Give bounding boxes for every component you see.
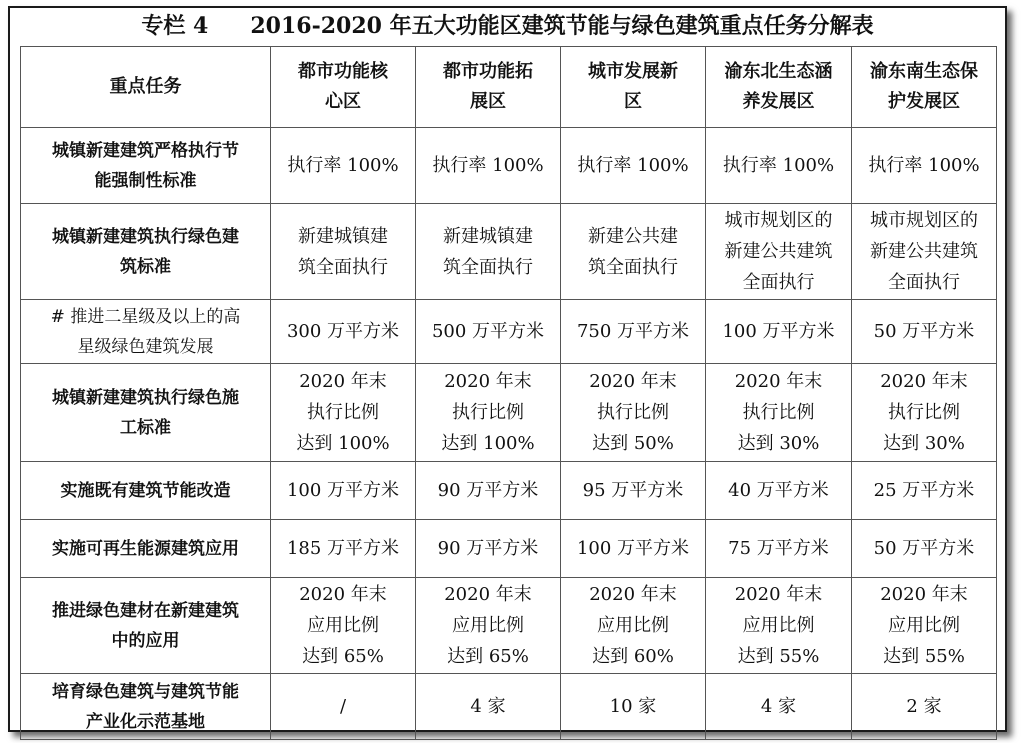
task-cell: [21, 300, 271, 364]
value-line: 全面执行: [742, 272, 815, 293]
value-line: 100 万平方米: [722, 321, 835, 342]
value-cell: [271, 462, 416, 520]
task-line: 星级绿色建筑发展: [77, 336, 214, 357]
header-line: 渝东南生态保: [870, 61, 978, 82]
value-line: 执行率 100%: [287, 155, 399, 176]
task-line: 培育绿色建筑与建筑节能: [52, 681, 239, 702]
value-line: 应用比例: [597, 615, 669, 636]
table-row: [21, 204, 997, 300]
value-line: 达到 55%: [883, 646, 965, 667]
value-cell: [852, 578, 997, 674]
value-cell: [561, 300, 706, 364]
task-line: 实施既有建筑节能改造: [60, 480, 231, 501]
value-cell: [271, 520, 416, 578]
value-line: 筑全面执行: [588, 256, 678, 278]
value-cell: [706, 128, 852, 204]
value-line: 2 家: [906, 696, 942, 717]
table-row: [21, 364, 997, 462]
value-cell: [561, 204, 706, 300]
value-line: 达到 100%: [296, 433, 390, 454]
table-row: [21, 520, 997, 578]
value-line: 500 万平方米: [431, 321, 545, 342]
value-cell: [561, 520, 706, 578]
table-title: [10, 8, 1005, 44]
value-line: 185 万平方米: [286, 538, 400, 559]
value-line: 新建城镇建: [298, 225, 388, 247]
task-line: 城镇新建建筑执行绿色建: [52, 226, 239, 247]
value-line: 100 万平方米: [286, 480, 400, 501]
value-cell: [852, 462, 997, 520]
value-line: 4 家: [470, 696, 506, 717]
value-line: 750 万平方米: [576, 321, 690, 342]
value-cell: [271, 128, 416, 204]
value-cell: [706, 300, 852, 364]
task-line: 产业化示范基地: [86, 711, 205, 732]
value-line: 达到 30%: [737, 433, 820, 454]
value-line: 新建公共建筑: [724, 241, 833, 262]
task-cell: [21, 578, 271, 674]
value-line: 100 万平方米: [576, 538, 690, 559]
value-line: 应用比例: [307, 615, 379, 636]
value-cell: [852, 204, 997, 300]
value-line: 2020 年末: [880, 584, 968, 605]
value-line: 执行比例: [742, 402, 815, 423]
header-line: 心区: [325, 91, 361, 112]
value-line: 50 万平方米: [873, 321, 975, 342]
value-cell: [271, 204, 416, 300]
value-cell: [416, 578, 561, 674]
value-cell: [561, 578, 706, 674]
table-row: [21, 578, 997, 674]
value-cell: [706, 674, 852, 740]
value-line: 2020 年末: [734, 371, 823, 392]
value-cell: [706, 578, 852, 674]
task-table: [20, 46, 997, 740]
value-cell: [561, 364, 706, 462]
header-line: 展区: [470, 91, 506, 112]
value-line: 城市规划区的: [870, 210, 978, 231]
value-line: 90 万平方米: [437, 480, 539, 501]
task-line: 筑标准: [120, 256, 171, 277]
value-line: 执行率 100%: [722, 155, 835, 176]
value-line: 城市规划区的: [724, 210, 833, 231]
header-row: [21, 47, 997, 128]
value-cell: [271, 674, 416, 740]
value-line: 新建公共建筑: [870, 241, 978, 262]
value-line: 应用比例: [742, 615, 815, 636]
value-line: 新建公共建: [588, 225, 678, 247]
header-line: 渝东北生态涵: [724, 61, 833, 82]
value-cell: [852, 300, 997, 364]
value-line: 应用比例: [888, 615, 960, 636]
header-task: 重点任务: [21, 47, 271, 128]
value-line: 新建城镇建: [443, 225, 533, 247]
value-cell: [706, 520, 852, 578]
task-cell: [21, 520, 271, 578]
value-line: 执行率 100%: [868, 155, 980, 176]
value-cell: [416, 204, 561, 300]
header-line: 城市发展新: [588, 61, 678, 82]
value-cell: [852, 364, 997, 462]
value-line: 75 万平方米: [728, 538, 829, 559]
value-line: 执行比例: [597, 402, 669, 423]
value-line: 筑全面执行: [443, 256, 533, 278]
value-line: 筑全面执行: [298, 256, 388, 278]
value-line: 95 万平方米: [582, 480, 684, 501]
value-cell: [852, 128, 997, 204]
task-cell: [21, 674, 271, 740]
value-line: 达到 55%: [737, 646, 820, 667]
header-column: [271, 47, 416, 128]
value-line: 达到 100%: [441, 433, 535, 454]
value-line: 达到 65%: [447, 646, 529, 667]
task-line: 能强制性标准: [94, 170, 197, 191]
value-line: 2020 年末: [299, 584, 387, 605]
value-cell: [271, 578, 416, 674]
table-row: [21, 674, 997, 740]
value-line: 10 家: [609, 696, 657, 717]
value-cell: [416, 674, 561, 740]
header-column: [706, 47, 852, 128]
value-cell: [416, 364, 561, 462]
value-line: 2020 年末: [444, 371, 532, 392]
task-line: 推进绿色建材在新建建筑: [52, 600, 239, 621]
value-cell: [561, 674, 706, 740]
value-line: 执行率 100%: [432, 155, 544, 176]
value-cell: [706, 462, 852, 520]
value-line: 25 万平方米: [873, 480, 975, 501]
task-line: 中的应用: [111, 630, 180, 651]
value-line: 达到 60%: [592, 646, 674, 667]
task-line: 工标准: [120, 417, 171, 438]
value-line: 90 万平方米: [437, 538, 539, 559]
value-line: 2020 年末: [299, 371, 387, 392]
header-line: 都市功能核: [298, 61, 388, 82]
value-line: 执行比例: [888, 402, 960, 423]
task-cell: [21, 128, 271, 204]
value-line: 2020 年末: [444, 584, 532, 605]
value-line: 4 家: [760, 696, 797, 717]
table-row: [21, 300, 997, 364]
value-cell: [561, 462, 706, 520]
value-cell: [706, 364, 852, 462]
value-line: 达到 65%: [302, 646, 384, 667]
value-cell: [271, 300, 416, 364]
value-line: /: [339, 696, 347, 717]
table-row: [21, 462, 997, 520]
header-column: [852, 47, 997, 128]
task-line: # 推进二星级及以上的高: [50, 306, 241, 327]
value-cell: [416, 128, 561, 204]
value-cell: [416, 300, 561, 364]
value-line: 300 万平方米: [286, 321, 400, 342]
value-cell: [271, 364, 416, 462]
value-line: 40 万平方米: [728, 480, 829, 501]
header-line: 区: [624, 91, 642, 112]
value-line: 全面执行: [888, 272, 960, 293]
value-cell: [561, 128, 706, 204]
task-cell: [21, 462, 271, 520]
column-label: 专栏 4: [141, 13, 209, 39]
task-line: 实施可再生能源建筑应用: [52, 538, 239, 559]
header-line: 养发展区: [742, 91, 815, 112]
task-line: 城镇新建建筑严格执行节: [52, 140, 239, 161]
title-text: 2016-2020 年五大功能区建筑节能与绿色建筑重点任务分解表: [250, 13, 874, 39]
table-row: [21, 128, 997, 204]
value-line: 2020 年末: [880, 371, 968, 392]
header-column: [561, 47, 706, 128]
task-cell: [21, 364, 271, 462]
value-cell: [416, 462, 561, 520]
header-line: 都市功能拓: [443, 61, 533, 82]
value-cell: [852, 520, 997, 578]
document-frame: [8, 6, 1007, 732]
value-line: 2020 年末: [734, 584, 823, 605]
value-line: 达到 30%: [883, 433, 965, 454]
value-line: 50 万平方米: [873, 538, 975, 559]
value-line: 2020 年末: [589, 371, 677, 392]
value-line: 执行率 100%: [577, 155, 689, 176]
header-line: 护发展区: [888, 91, 960, 112]
value-cell: [706, 204, 852, 300]
value-line: 执行比例: [452, 402, 524, 423]
value-line: 应用比例: [452, 615, 524, 636]
task-cell: [21, 204, 271, 300]
value-line: 达到 50%: [592, 433, 674, 454]
value-cell: [852, 674, 997, 740]
value-cell: [416, 520, 561, 578]
header-column: [416, 47, 561, 128]
value-line: 执行比例: [307, 402, 379, 423]
value-line: 2020 年末: [589, 584, 677, 605]
task-line: 城镇新建建筑执行绿色施: [52, 387, 239, 408]
